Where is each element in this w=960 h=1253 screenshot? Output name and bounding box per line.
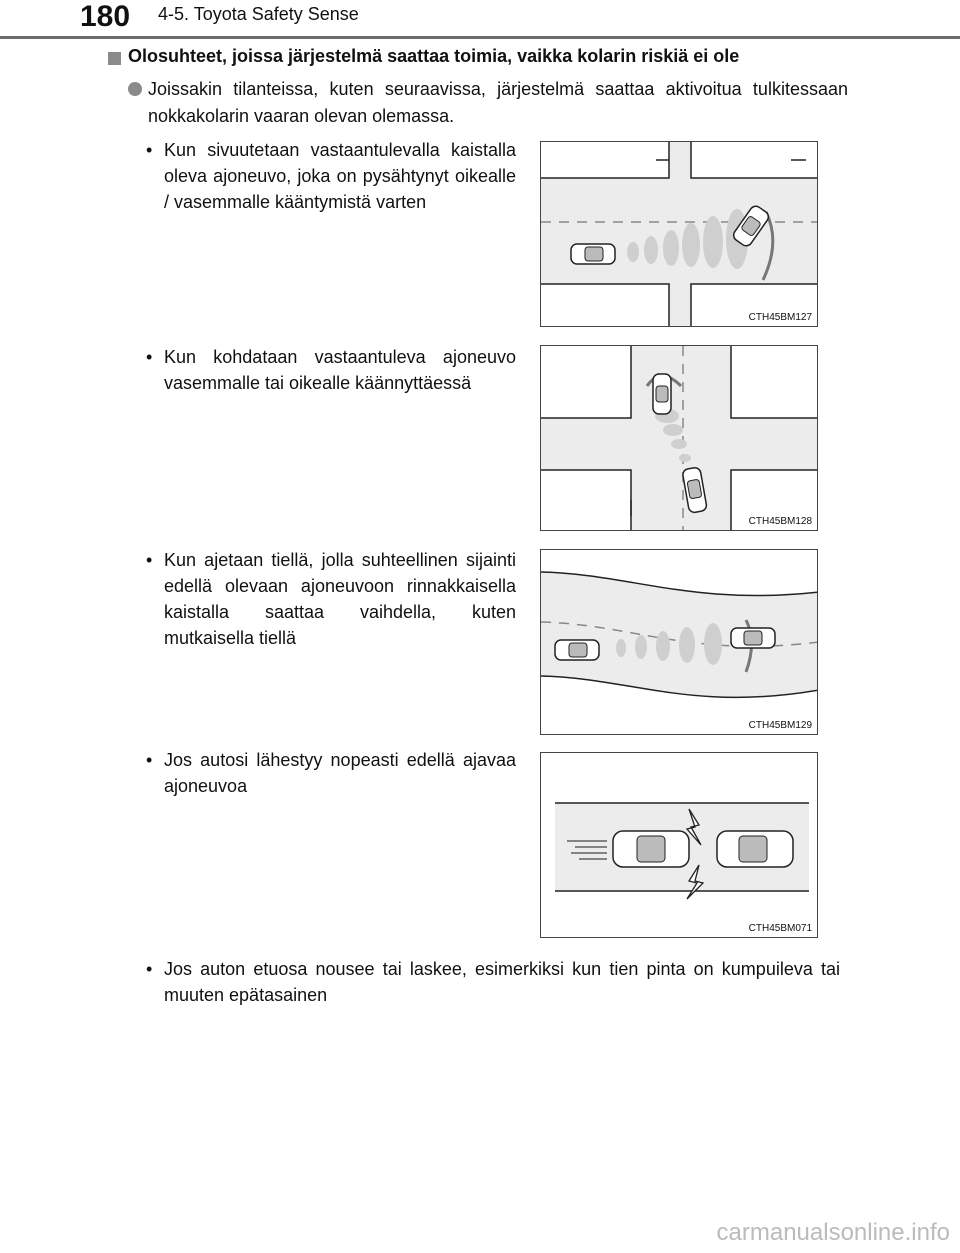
list-item [146, 344, 516, 396]
section-title: 4-5. Toyota Safety Sense [158, 4, 359, 24]
round-bullet-icon [128, 82, 142, 96]
rapid-approach-illustration [541, 753, 818, 938]
list-item [146, 547, 516, 651]
list-item [146, 747, 516, 799]
header-rule [0, 36, 960, 39]
list-item-text: Kun kohdataan vastaantuleva ajoneuvo vasemmalle tai oikealle käännyttäessä [164, 347, 516, 393]
list-item-text: Jos autosi lähestyy nopeasti edellä ajavaa ajoneuvoa [164, 750, 516, 796]
bullet-icon: • [146, 959, 153, 979]
page-number: 180 [80, 0, 131, 33]
intersection-illustration [541, 142, 818, 327]
list-item [146, 137, 516, 215]
bullet-icon: • [146, 550, 153, 570]
bullet-icon: • [146, 750, 153, 770]
curved-road-illustration [541, 550, 818, 735]
bullet-icon: • [146, 347, 153, 367]
figure-code: CTH45BM127 [748, 312, 812, 323]
watermark: carmanualsonline.info [716, 1219, 950, 1246]
figure-overtaking-stopped-vehicle [540, 141, 818, 327]
figure-code: CTH45BM071 [748, 923, 812, 934]
figure-curved-road [540, 549, 818, 735]
square-bullet-icon [108, 52, 121, 65]
figure-code: CTH45BM129 [748, 720, 812, 731]
list-item-text: Kun ajetaan tiellä, jolla suhteellinen sijainti edellä olevaan ajoneuvoon rinnakkaisella kaistalla saattaa vaihdella, kuten mutkaisella tiellä [164, 550, 516, 648]
list-item-text: Jos auton etuosa nousee tai laskee, esimerkiksi kun tien pinta on kumpuileva tai muuten epätasainen [164, 959, 840, 1005]
list-item [146, 956, 840, 1008]
figure-code: CTH45BM128 [748, 516, 812, 527]
list-item-text: Kun sivuutetaan vastaantulevalla kaistalla oleva ajoneuvo, joka on pysähtynyt oikealle / vasemmalle kääntymistä varten [164, 140, 516, 212]
figure-rapid-approach [540, 752, 818, 938]
subsection-heading: Olosuhteet, joissa järjestelmä saattaa toimia, vaikka kolarin riskiä ei ole [128, 46, 740, 66]
bullet-icon: • [146, 140, 153, 160]
intersection-illustration [541, 346, 818, 531]
intro-paragraph: Joissakin tilanteissa, kuten seuraavissa, järjestelmä saattaa aktivoitua tulkitessaan nokkakolarin vaaran olevan olemassa. [148, 79, 848, 126]
figure-oncoming-turning-vehicle [540, 345, 818, 531]
